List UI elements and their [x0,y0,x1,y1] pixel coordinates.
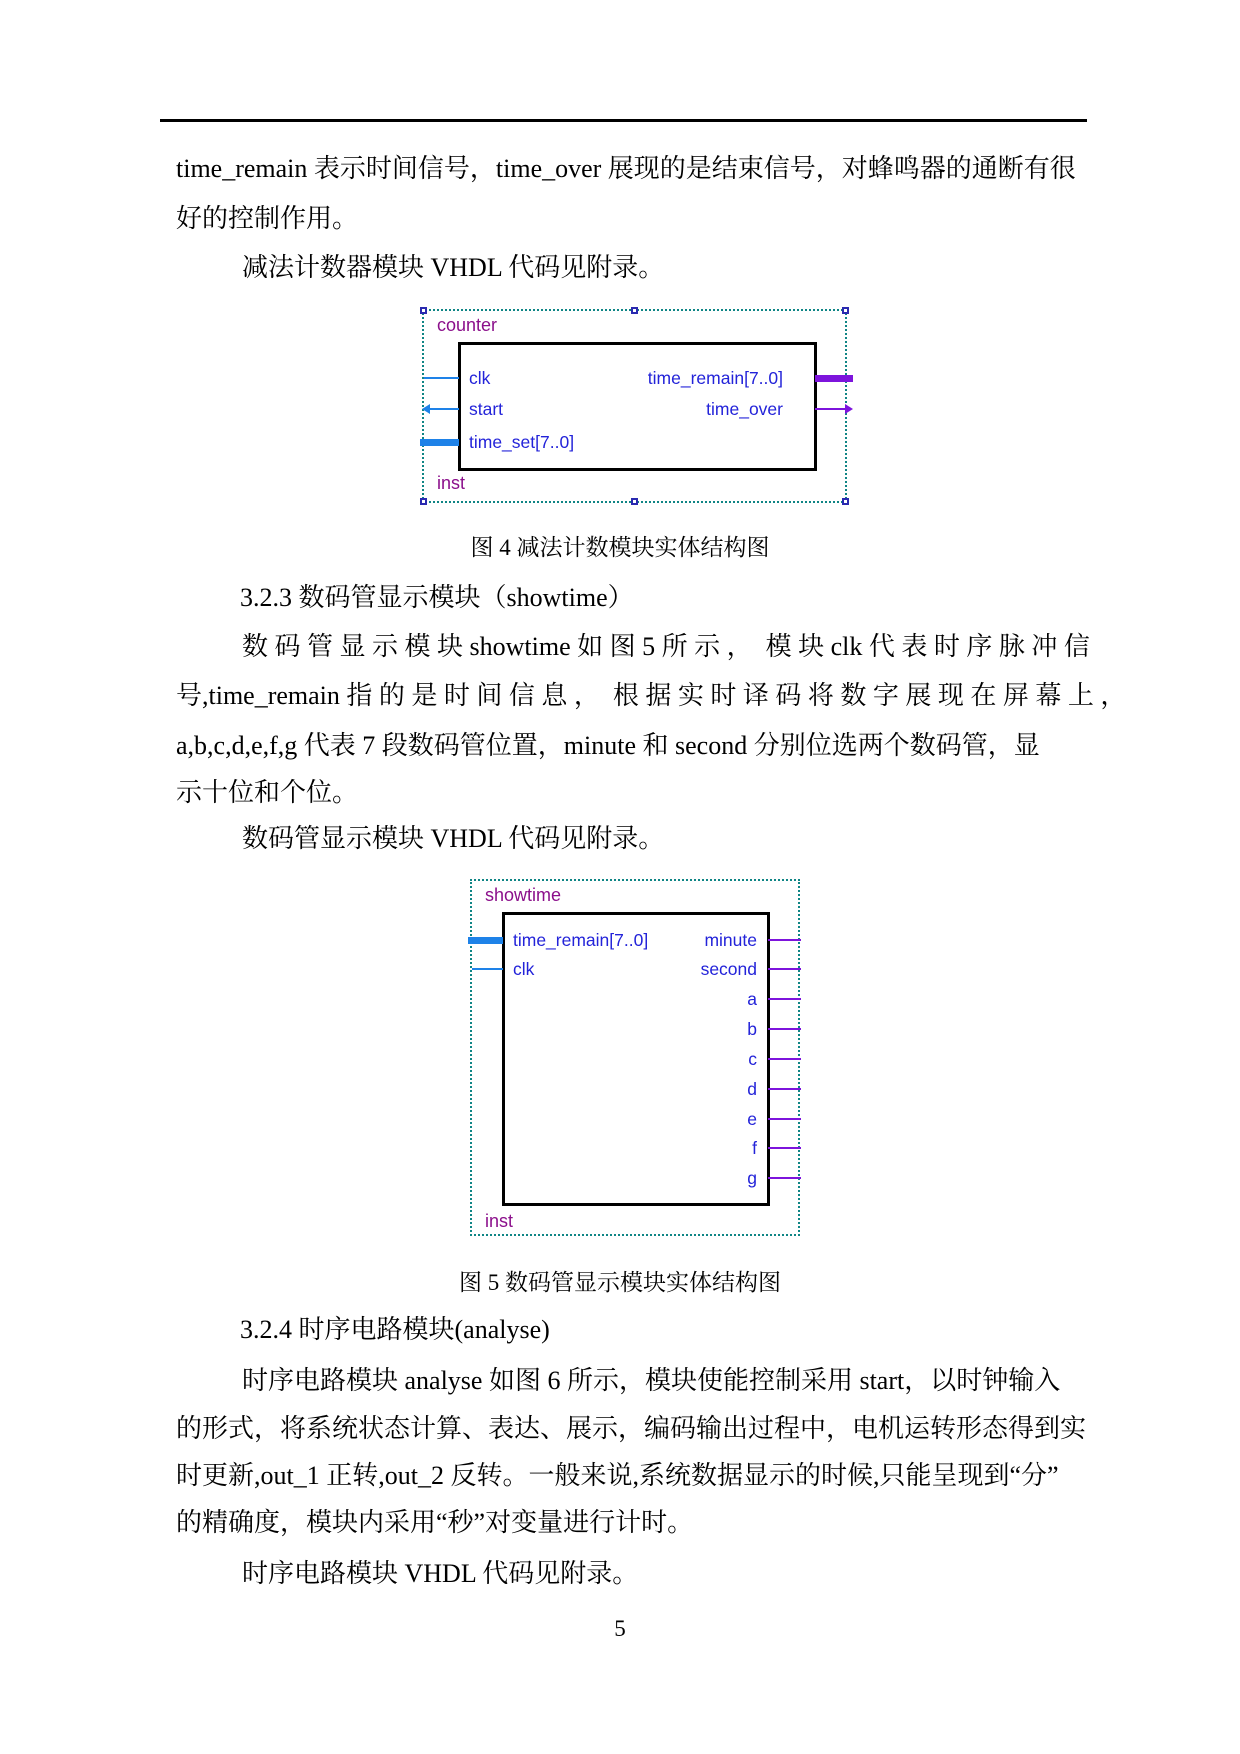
output-pin-wire [768,1118,801,1120]
output-pin-wire [815,375,853,382]
module-name-label: showtime [485,885,562,905]
body-text-line: 数码管显示模块 VHDL 代码见附录。 [242,824,665,853]
section-heading-3-2-3: 3.2.3 数码管显示模块（showtime） [240,583,634,612]
figure4-counter-schematic [422,309,847,503]
body-text-line: 的精确度，模块内采用“秒”对变量进行计时。 [176,1508,694,1537]
output-pin-arrow [845,404,853,414]
body-text-line: 号,time_remain 指 的 是 时 间 信 息 ， 根 据 实 时 译 码 将 数 字 展 现 在 屏 幕 上 ， [176,681,1127,710]
selection-handle [631,498,638,505]
input-pin-wire [472,968,503,970]
output-pin-wire [768,998,801,1000]
input-pin-wire [424,377,459,379]
output-port-label: f [752,1138,757,1158]
output-pin-wire [768,1147,801,1149]
selection-handle [631,307,638,314]
output-port-label: time_remain[7..0] [647,368,783,388]
input-pin-wire [468,937,503,944]
output-port-label: c [748,1049,757,1069]
output-port-label: minute [704,930,757,950]
output-pin-wire [768,939,801,941]
body-text-line: 好的控制作用。 [176,204,359,233]
output-pin-wire [768,1177,801,1179]
body-text-line: 时序电路模块 VHDL 代码见附录。 [242,1559,639,1588]
body-text-line: time_remain 表示时间信号，time_over 展现的是结束信号，对蜂鸣器的通断有很 [176,154,1076,183]
output-pin-wire [768,1088,801,1090]
output-port-label: second [700,959,757,979]
body-text-line: 示十位和个位。 [176,778,359,807]
input-pin-arrow [422,404,430,414]
selection-handle [420,307,427,314]
instance-name-label: inst [437,473,466,493]
body-text-line: a,b,c,d,e,f,g 代表 7 段数码管位置，minute 和 second 分别位选两个数码管，显 [176,731,1040,760]
output-port-label: b [747,1019,757,1039]
input-port-label: time_remain[7..0] [513,930,649,950]
selection-handle [420,498,427,505]
figure5-caption: 图 5 数码管显示模块实体结构图 [459,1270,781,1295]
module-name-label: counter [437,315,498,335]
input-pin-wire [420,439,459,446]
body-text-line: 时序电路模块 analyse 如图 6 所示，模块使能控制采用 start，以时钟输入 [242,1366,1061,1395]
output-pin-wire [768,1028,801,1030]
selection-handle [842,307,849,314]
body-text-line: 的形式，将系统状态计算、表达、展示，编码输出过程中，电机运转形态得到实 [176,1414,1087,1443]
figure4-caption: 图 4 减法计数模块实体结构图 [470,535,770,560]
output-port-label: time_over [706,399,783,419]
body-text-line: 减法计数器模块 VHDL 代码见附录。 [242,253,665,282]
output-port-label: e [747,1109,757,1129]
selection-handle [842,498,849,505]
instance-name-label: inst [485,1211,514,1231]
output-pin-wire [768,1058,801,1060]
header-rule [160,119,1087,122]
input-port-label: time_set[7..0] [469,432,575,452]
body-text-line: 时更新,out_1 正转,out_2 反转。一般来说,系统数据显示的时候,只能呈现到“分” [176,1461,1059,1490]
input-port-label: clk [513,959,535,979]
input-port-label: start [469,399,504,419]
output-port-label: g [747,1168,757,1188]
page-number: 5 [614,1616,626,1641]
figure5-showtime-schematic [470,879,800,1236]
input-port-label: clk [469,368,491,388]
body-text-line: 数 码 管 显 示 模 块 showtime 如 图 5 所 示 ， 模 块 clk 代 表 时 序 脉 冲 信 [242,632,1090,661]
output-port-label: a [747,989,757,1009]
section-heading-3-2-4: 3.2.4 时序电路模块(analyse) [240,1315,550,1344]
output-port-label: d [747,1079,757,1099]
output-pin-wire [768,968,801,970]
